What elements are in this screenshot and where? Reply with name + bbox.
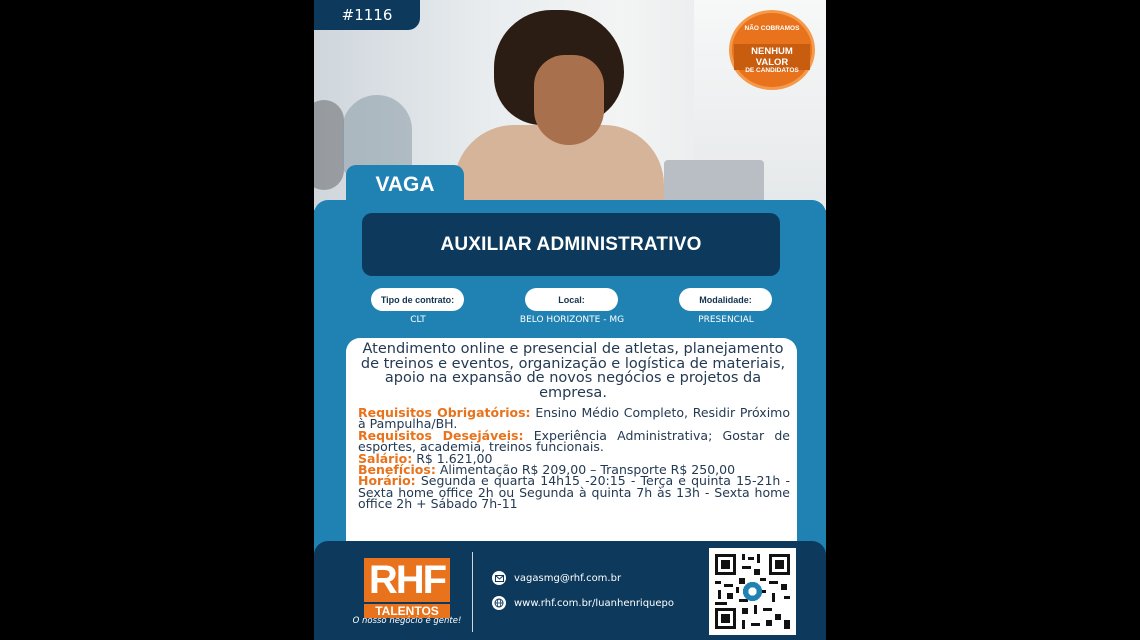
- desired-label: Requisitos Desejáveis:: [358, 427, 524, 443]
- modality-label: Modalidade:: [679, 288, 772, 311]
- salary-value: R$ 1.621,00: [416, 450, 493, 466]
- rhf-logo: [364, 558, 450, 622]
- free-of-charge-seal: [729, 10, 815, 90]
- desired-text: Experiência Administrativa; Gostar de esportes, academia, treinos funcionais.: [358, 427, 790, 455]
- benefits-text: Alimentação R$ 209,00 – Transporte R$ 250,00: [439, 462, 736, 478]
- website-contact[interactable]: [492, 596, 674, 610]
- contract-type-value: CLT: [410, 315, 426, 325]
- location-label: Local:: [525, 288, 618, 311]
- email-contact[interactable]: [492, 571, 621, 585]
- seal-bottom-text: DE CANDIDATOS: [745, 67, 799, 74]
- post-id-badge: #1116: [314, 0, 420, 30]
- seal-top-text: NÃO COBRAMOS: [744, 25, 800, 32]
- footer-divider: [472, 552, 473, 632]
- job-title: AUXILIAR ADMINISTRATIVO: [362, 213, 780, 276]
- globe-icon: [492, 596, 506, 610]
- tagline: O nosso negócio é gente!: [352, 616, 462, 626]
- benefits-label: Benefícios:: [358, 462, 436, 478]
- location-value: BELO HORIZONTE - MG: [519, 315, 625, 325]
- website-text[interactable]: www.rhf.com.br/luanhenriquepo: [514, 597, 675, 609]
- schedule-text: Segunda e quarta 14h15 -20:15 - Terça e quinta 15-21h - Sexta home office 2h ou Segunda à quinta 7h às 13h - Sexta home office 2h + Sábado 7h-11: [358, 473, 790, 512]
- required-text: Ensino Médio Completo, Residir Próximo à Pampulha/BH.: [358, 405, 790, 432]
- modality-value: PRESENCIAL: [698, 315, 754, 325]
- job-description: Atendimento online e presencial de atletas, planejamento de treinos e eventos, organização e logística de materiais, apoio na expansão de novos negócios e projetos da empresa.: [360, 341, 786, 401]
- logo-talentos-text: TALENTOS: [364, 602, 450, 618]
- description-box: [346, 338, 797, 544]
- schedule-label: Horário:: [358, 473, 416, 489]
- contract-type-label: Tipo de contrato:: [371, 288, 464, 311]
- seal-middle-text: NENHUM VALOR: [734, 44, 810, 70]
- qr-code[interactable]: [709, 548, 796, 635]
- job-poster: [314, 0, 826, 640]
- logo-rhf-text: RHF: [364, 558, 450, 602]
- required-label: Requisitos Obrigatórios:: [358, 405, 531, 420]
- mail-icon: [492, 571, 506, 585]
- email-text[interactable]: vagasmg@rhf.com.br: [514, 572, 622, 584]
- requirements-block: [358, 407, 790, 510]
- salary-label: Salário:: [358, 450, 413, 466]
- vaga-tab: VAGA: [346, 165, 464, 205]
